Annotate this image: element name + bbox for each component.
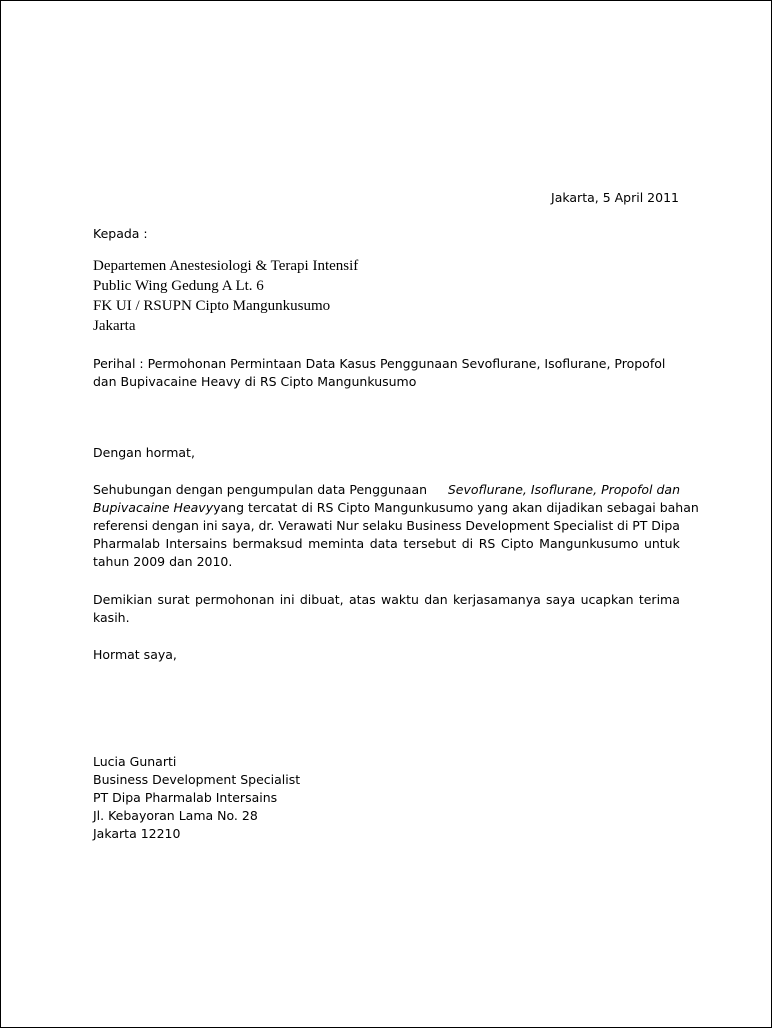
signer-city: Jakarta 12210 (93, 826, 181, 841)
paragraph-italic-text: Sevoflurane, Isoflurane, Propofol dan (447, 482, 680, 497)
subject (93, 355, 693, 391)
signer-address: Jl. Kebayoran Lama No. 28 (93, 808, 258, 823)
recipient-line: Jakarta (93, 318, 136, 334)
body-paragraph-1 (93, 481, 699, 571)
place-date: Jakarta, 5 April 2011 (551, 190, 679, 205)
salutation: Dengan hormat, (93, 445, 195, 460)
paragraph-line (93, 481, 680, 499)
recipient-line: FK UI / RSUPN Cipto Mangunkusumo (93, 298, 331, 314)
paragraph-text: Sehubungan dengan pengumpulan data Penggunaan (93, 482, 428, 497)
signer-company: PT Dipa Pharmalab Intersains (93, 790, 278, 805)
recipient-line: Public Wing Gedung A Lt. 6 (93, 278, 264, 294)
paragraph-line: referensi dengan ini saya, dr. Verawati Nur selaku Business Development Specialist di PT Dipa (93, 518, 680, 533)
paragraph-line (93, 499, 699, 517)
paragraph-text: yang tercatat di RS Cipto Mangunkusumo yang akan dijadikan sebagai bahan (213, 500, 699, 515)
closing: Hormat saya, (93, 647, 177, 662)
subject-line: dan Bupivacaine Heavy di RS Cipto Mangunkusumo (93, 374, 417, 389)
paragraph-line: kasih. (93, 610, 130, 625)
signer-title: Business Development Specialist (93, 772, 301, 787)
body-paragraph-2 (93, 591, 680, 627)
subject-line: Perihal : Permohonan Permintaan Data Kasus Penggunaan Sevoflurane, Isoflurane, Propofol (93, 356, 666, 371)
signer-name: Lucia Gunarti (93, 754, 177, 769)
to-label: Kepada : (93, 226, 148, 241)
paragraph-line: Demikian surat permohonan ini dibuat, atas waktu dan kerjasamanya saya ucapkan terima (93, 592, 680, 607)
paragraph-line: tahun 2009 dan 2010. (93, 554, 233, 569)
signature-block (93, 753, 300, 843)
recipient-address (93, 256, 358, 336)
paragraph-line: Pharmalab Intersains bermaksud meminta data tersebut di RS Cipto Mangunkusumo untuk (93, 536, 680, 551)
recipient-line: Departemen Anestesiologi & Terapi Intensif (93, 258, 359, 274)
paragraph-italic-text: Bupivacaine Heavy (93, 500, 214, 515)
